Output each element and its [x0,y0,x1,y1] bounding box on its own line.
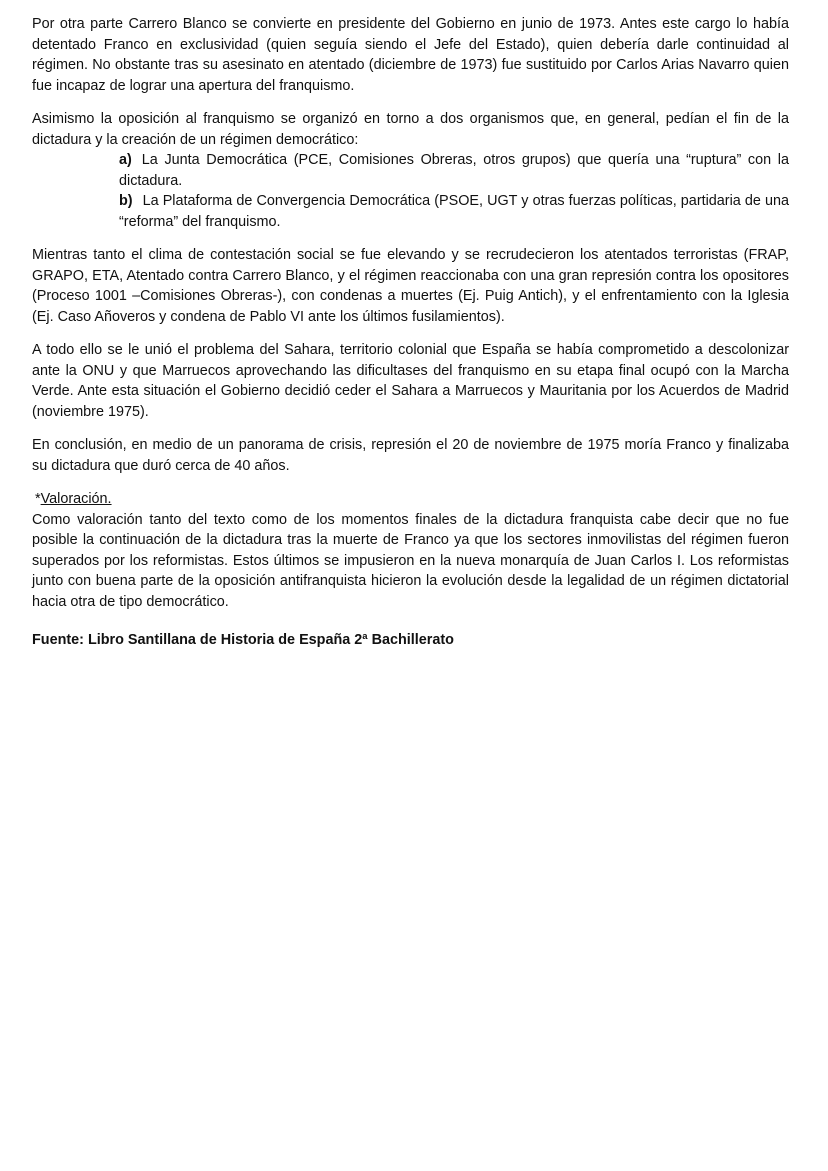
opposition-list [119,150,789,232]
paragraph-contestacion-social: Mientras tanto el clima de contestación social se fue elevando y se recrudecieron los atentados terroristas (FRAP, GRAPO, ETA, Atentado contra Carrero Blanco, y el régimen reaccionaba con una gran represión contra los opositores (Proceso 1001 –Comisiones Obreras-), con condenas a muertes (Ej. Puig Antich), y el enfrentamiento con la Iglesia (Ej. Caso Añoveros y condena de Pablo VI ante los últimos fusilamientos). [32,247,789,325]
paragraph-oposicion: Asimismo la oposición al franquismo se organizó en torno a dos organismos que, en general, pedían el fin de la dictadura y la creación de un régimen democrático: [32,111,789,148]
list-item-text: La Plataforma de Convergencia Democrática (PSOE, UGT y otras fuerzas políticas, partidaria de una “reforma” del franquismo. [119,193,789,230]
list-item-text: La Junta Democrática (PCE, Comisiones Obreras, otros grupos) que quería una “ruptura” con la dictadura. [119,152,789,189]
paragraph-carrero-blanco: Por otra parte Carrero Blanco se convierte en presidente del Gobierno en junio de 1973. Antes este cargo lo había detentado Franco en exclusividad (quien seguía siendo el Jefe del Estado), quien debería darle continuidad al régimen. No obstante tras su asesinato en atentado (diciembre de 1973) fue sustituido por Carlos Arias Navarro quien fue incapaz de lograr una apertura del franquismo. [32,16,789,94]
list-item-junta-democratica [119,150,789,191]
valoracion-heading: Valoración. [40,491,112,507]
valoracion-prefix: * [35,491,41,507]
paragraph-valoracion: Como valoración tanto del texto como de los momentos finales de la dictadura franquista cabe decir que no fue posible la continuación de la dictadura tras la muerte de Franco ya que los sectores inmovilistas del régimen fueron superados por los reformistas. Estos últimos se impusieron en la nueva monarquía de Juan Carlos I. Los reformistas junto con buena parte de la oposición antifranquista hicieron la evolución desde la legalidad de un régimen dictatorial hacia otra de tipo democrático. [32,511,789,610]
list-marker: b) [119,193,133,209]
list-marker: a) [119,152,132,168]
paragraph-sahara: A todo ello se le unió el problema del Sahara, territorio colonial que España se había comprometido a descolonizar ante la ONU y que Marruecos aprovechando las dificultases del franquismo en su etapa final ocupó con la Marcha Verde. Ante esta situación el Gobierno decidió ceder el Sahara a Marruecos y Mauritania por los Acuerdos de Madrid (noviembre 1975). [32,342,789,420]
valoracion-heading-line [35,489,789,510]
document-page [32,14,789,651]
source-citation: Fuente: Libro Santillana de Historia de España 2ª Bachillerato [32,632,454,648]
paragraph-conclusion: En conclusión, en medio de un panorama de crisis, represión el 20 de noviembre de 1975 moría Franco y finalizaba su dictadura que duró cerca de 40 años. [32,437,789,474]
list-item-plataforma [119,191,789,232]
